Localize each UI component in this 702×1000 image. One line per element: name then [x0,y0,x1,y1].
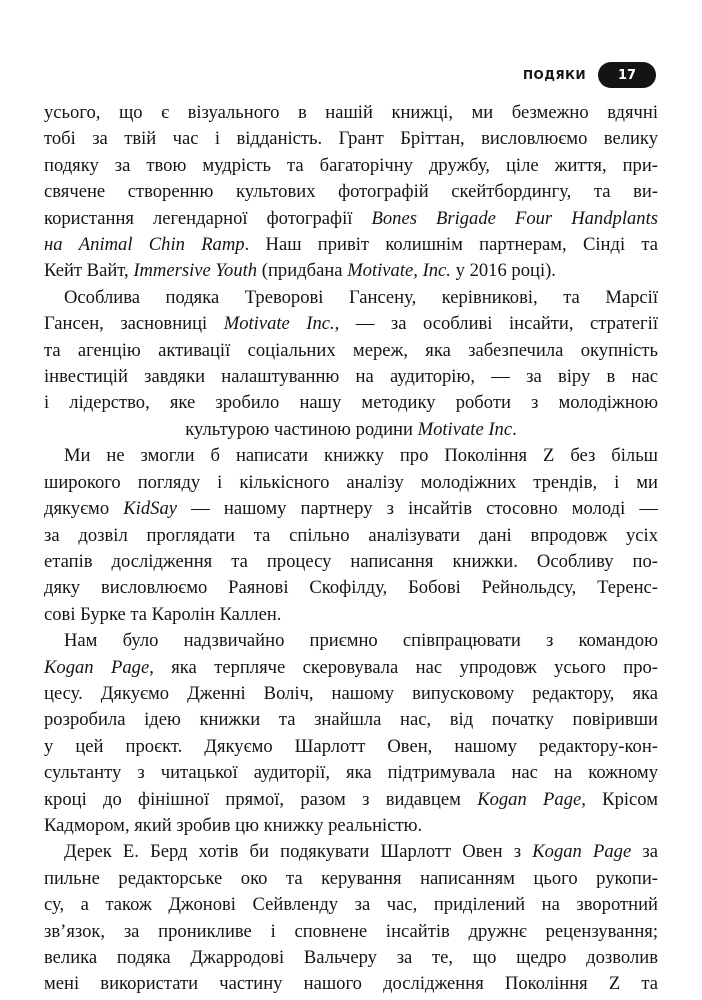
text-line: інвестицій завдяки налаштуванню на аудиторію, — за віру в нас [44,366,658,388]
page-number-badge: 17 [598,62,656,88]
paragraph [44,285,658,443]
text-line: Нам було надзвичайно приємно співпрацювати з командою [64,630,658,652]
text-run: , яка терпляче скеровувала нас упродовж усього про- [149,656,658,678]
text-run: Кейт Вайт, [44,260,134,282]
paragraph [44,628,658,839]
company-name: Motivate Inc., [223,313,340,335]
text-run: — нашому партнеру з інсайтів стосовно молоді — [177,498,658,520]
company-name: KidSay [123,498,177,520]
text-line: сові Бурке та Каролін Каллен. [44,603,282,625]
text-line: цесу. Дякуємо Дженні Воліч, нашому випусковому редактору, яка [44,682,658,704]
text-line: широкого погляду і кількісного аналізу молодіжних трендів, і ми [44,471,658,493]
body-text [44,100,658,998]
text-line: пильне редакторське око та керування написанням цього рукопи- [44,867,658,889]
company-name: Motivate Inc [417,418,513,440]
text-line: велика подяка Джарродові Вальчеру за те, що щедро дозволив [44,947,658,968]
text-line: усього, що є візуального в нашій книжці, ми безмежно вдячні [44,102,658,123]
text-run: кроці до фінішної прямої, разом з видавцем [44,788,478,810]
text-run: Крісом [585,788,659,810]
text-line: су, а також Джонові Сейвленду за час, приділений на зворотний [44,894,658,916]
photo-title: на Animal Chin Ramp [44,234,245,256]
text-run: . [512,418,517,440]
company-name: Immersive Youth [133,260,258,282]
section-title: ПОДЯКИ [522,68,586,82]
text-line: Кадмором, який зробив цю книжку реальністю. [44,814,423,836]
text-line: і лідерство, яке зробило нашу методику роботи з молодіжною [44,392,658,414]
publisher-name: Kogan Page [44,656,150,678]
paragraph [44,443,658,628]
text-line [44,311,658,337]
paragraph [44,100,658,285]
text-line: Особлива подяка Треворові Гансену, керівникові, та Марсії [64,286,658,308]
text-line [44,787,658,813]
text-line [44,232,658,258]
text-line: свячене створенню культових фотографій скейтбордингу, та ви- [44,181,658,203]
text-line: за дозвіл проглядати та спільно аналізувати дані впродовж усіх [44,524,658,546]
text-run: у 2016 році). [450,260,556,282]
text-run: (придбана [257,260,348,282]
text-line [44,258,658,284]
text-run: культурою частиною родини [185,418,418,440]
text-line: Ми не змогли б написати книжку про Покоління Z без більш [64,445,658,467]
text-line [44,655,658,681]
text-line: тобі за твій час і відданість. Грант Бріттан, висловлюємо велику [44,128,658,150]
text-run: — за особливі інсайти, стратегії [339,313,658,335]
text-run: Гансен, засновниці [44,313,224,335]
text-run: за [631,841,658,863]
running-header [523,62,656,88]
text-line: зв’язок, за проникливе і сповнене інсайтів дружнє рецензування; [44,920,658,942]
company-name: Motivate, Inc. [347,260,451,282]
text-line [44,839,658,865]
text-line: сультанту з читацької аудиторії, яка підтримувала нас на кожному [44,762,658,784]
publisher-name: Kogan Page [532,841,632,863]
text-line: у цей проєкт. Дякуємо Шарлотт Овен, нашому редактору-кон- [44,735,658,757]
text-run: користання легендарної фотографії [44,207,372,229]
text-line: та агенцію активації соціальних мереж, яка забезпечила окупність [44,339,658,361]
text-run: Дерек Е. Берд хотів би подякувати Шарлотт Овен з [64,841,533,863]
text-line [44,496,658,522]
text-line [44,206,658,232]
paragraph [44,839,658,997]
text-line: дяку висловлюємо Раянові Скофілду, Бобові Рейнольдсу, Теренс- [44,577,658,599]
text-run: дякуємо [44,498,124,520]
text-line: подяку за твою мудрість та багаторічну дружбу, ціле життя, при- [44,154,658,176]
text-line: етапів дослідження та процесу написання книжки. Особливу по- [44,550,658,572]
text-run: . Наш привіт колишнім партнерам, Сінді та [244,234,658,256]
text-line: мені використати частину нашого дослідження Покоління Z та [44,973,658,995]
photo-title: Bones Brigade Four Handplants [371,207,658,229]
publisher-name: Kogan Page, [477,788,586,810]
text-line: розробила ідею книжки та знайшла нас, від початку повіривши [44,709,658,731]
text-line [44,417,658,443]
